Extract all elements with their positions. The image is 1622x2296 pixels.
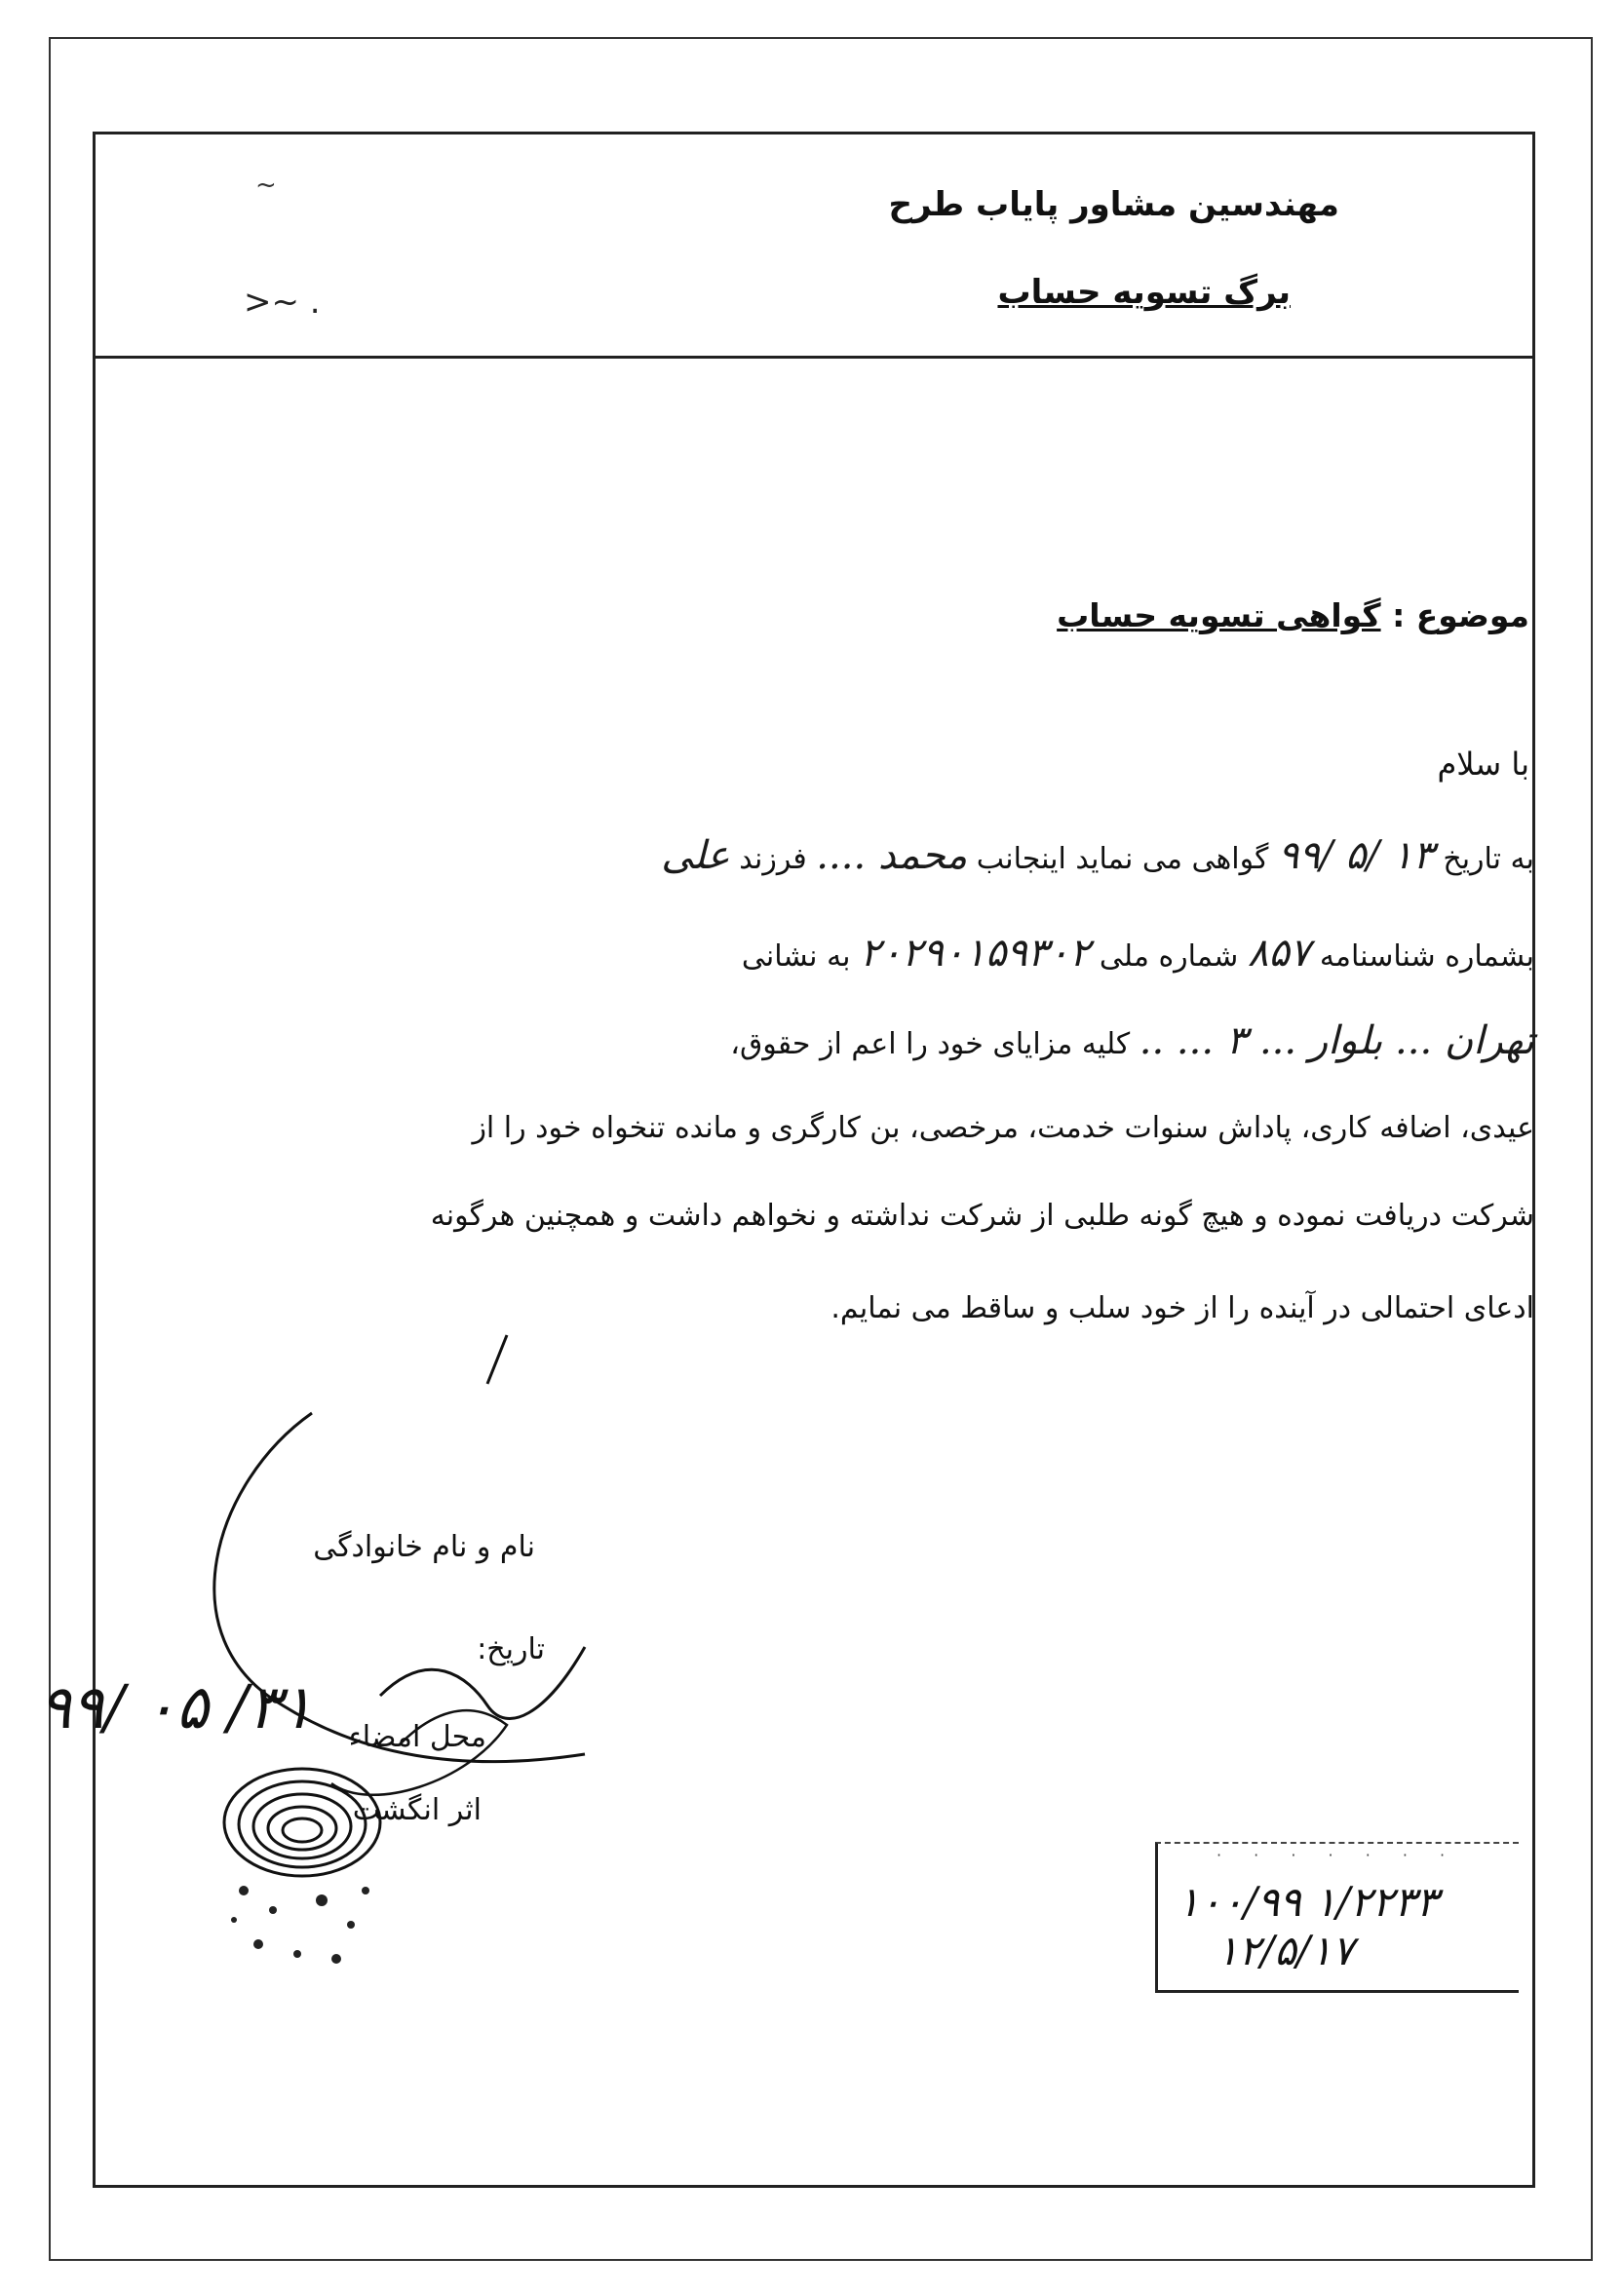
corner-mark: >~ . [244, 283, 321, 322]
subject-line [1057, 596, 1529, 634]
handwritten-id-number: ۸۵۷ [1247, 931, 1311, 976]
stamp-dots: · · · · · · · [1216, 1846, 1459, 1864]
handwritten-address: تهران ... بلوار ... ۳ ... .. [1139, 1018, 1534, 1063]
body-line-2 [189, 931, 1534, 976]
body-text: بشماره شناسنامه [1319, 939, 1534, 974]
header-divider [93, 356, 1535, 359]
body-line-6: ادعای احتمالی در آینده را از خود سلب و ساقط می نمایم. [830, 1291, 1534, 1325]
registry-stamp [1155, 1842, 1519, 1993]
company-name: مهندسین مشاور پایاب طرح [888, 185, 1339, 224]
handwritten-father-name: علی [661, 833, 730, 878]
signature-sign-label: محل امضاء [348, 1720, 486, 1754]
fingerprint-icon [205, 1754, 400, 1978]
signature-date-label: تاریخ: [477, 1632, 545, 1666]
body-text: شماره ملی [1099, 939, 1239, 974]
greeting: با سلام [1437, 746, 1529, 783]
body-text: فرزند [739, 842, 807, 876]
stamp-line-2: ۱۲/۵/۱۷ [1216, 1927, 1355, 1974]
subject-value: گواهی تسویه حساب [1057, 596, 1381, 634]
body-text: گواهی می نماید اینجانب [976, 842, 1269, 876]
body-line-1 [189, 833, 1534, 878]
signature-name-label: نام و نام خانوادگی [313, 1530, 535, 1564]
body-text: کلیه مزایای خود را اعم از حقوق، [730, 1027, 1131, 1061]
handwritten-signature-date: ۹۹/ ۰۵ /۳۱ [39, 1671, 313, 1742]
body-line-4: عیدی، اضافه کاری، پاداش سنوات خدمت، مرخصی، بن کارگری و مانده تنخواه خود را از [472, 1111, 1534, 1145]
fingerprint-label: اثر انگشت [352, 1793, 482, 1827]
body-line-3 [189, 1018, 1534, 1063]
handwritten-name: محمد .... [816, 833, 968, 878]
body-text: به تاریخ [1443, 842, 1534, 876]
subject-label: موضوع : [1392, 596, 1529, 634]
body-text: به نشانی [741, 939, 851, 974]
handwritten-national-code: ۲۰۲۹۰۱۵۹۳۰۲ [860, 931, 1091, 976]
body-line-5: شرکت دریافت نموده و هیچ گونه طلبی از شرکت نداشته و نخواهم داشت و همچنین هرگونه [430, 1199, 1534, 1233]
corner-tick: ~ [255, 171, 277, 200]
stamp-line-1: ۱۰۰/۹۹ ۱/۲۲۳۳ [1178, 1878, 1439, 1926]
handwritten-date: ۱۳ /۵ /۹۹ [1277, 833, 1434, 878]
form-title: برگ تسویه حساب [997, 273, 1291, 312]
